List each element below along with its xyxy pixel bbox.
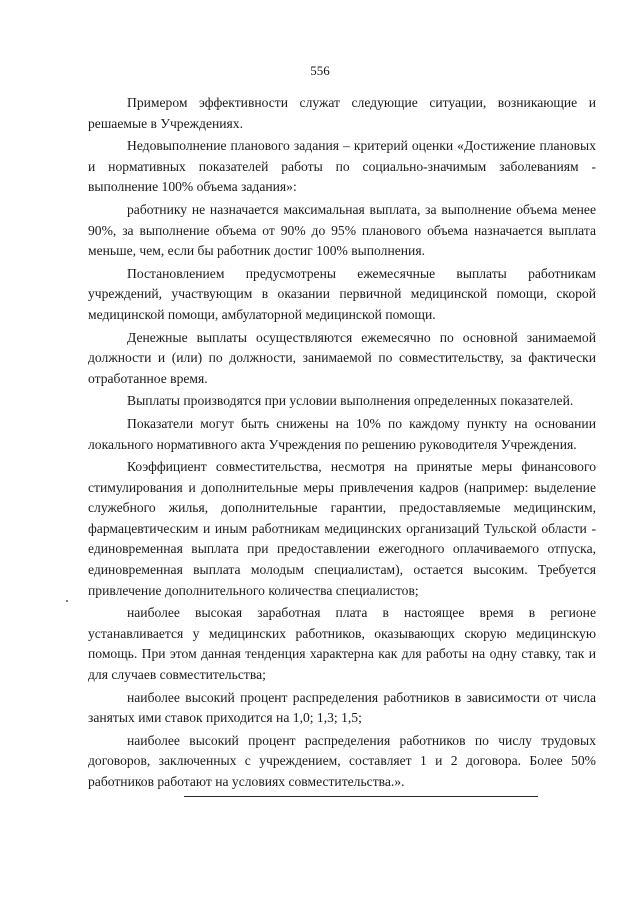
paragraph: наиболее высокая заработная плата в настоящее время в регионе устанавливается у медицинских работников, оказывающих скорую медицинскую помощь. При этом данная тенденция характерна как для работы на одну ставку, так и для случаев совместительства; xyxy=(88,605,596,683)
margin-mark xyxy=(66,600,68,602)
paragraph: наиболее высокий процент распределения работников в зависимости от числа занятых ими ставок приходится на 1,0; 1,3; 1,5; xyxy=(88,689,596,726)
page-number: 556 xyxy=(310,63,330,78)
paragraph: наиболее высокий процент распределения работников по числу трудовых договоров, заключенных с учреждением, составляет 1 и 2 договора. Более 50% работников работают на условиях совместительства.». xyxy=(88,732,596,789)
paragraph: работнику не назначается максимальная выплата, за выполнение объема менее 90%, за выполнение объема от 90% до 95% планового объема назначается выплата меньше, чем, если бы работник достиг 100% выполнения. xyxy=(88,201,596,259)
paragraph: Коэффициент совместительства, несмотря на принятые меры финансового стимулирования и дополнительные меры привлечения кадров (например: выделение служебного жилья, дополнительные гарантии, предоставляемые медицинским, фармацевтическим и иным работникам медицинских организаций Тульской области - единовременная выплата при предоставлении ежегодного оплачиваемого отпуска, единовременная выплата молодым специалистам), остается высоким. Требуется привлечение дополнительного количества специалистов; xyxy=(88,459,596,598)
paragraph: Примером эффективности служат следующие ситуации, возникающие и решаемые в Учреждениях. xyxy=(88,95,596,131)
paragraph: Постановлением предусмотрены ежемесячные выплаты работникам учреждений, участвующим в оказании первичной медицинской помощи, скорой медицинской помощи, амбулаторной медицинской помощи. xyxy=(88,265,596,322)
paragraph: Показатели могут быть снижены на 10% по каждому пункту на основании локального нормативного акта Учреждения по решению руководителя Учреждения. xyxy=(88,415,596,452)
end-of-document-rule xyxy=(184,796,538,797)
paragraph: Недовыполнение планового задания – критерий оценки «Достижение плановых и нормативных показателей работы по социально-значимым заболеваниям - выполнение 100% объема задания»: xyxy=(88,138,596,195)
paragraph: Выплаты производятся при условии выполнения определенных показателей. xyxy=(127,393,574,409)
document-body xyxy=(88,93,596,793)
paragraph: Денежные выплаты осуществляются ежемесячно по основной занимаемой должности и (или) по должности, занимаемой по совместительству, за фактически отработанное время. xyxy=(88,329,596,386)
